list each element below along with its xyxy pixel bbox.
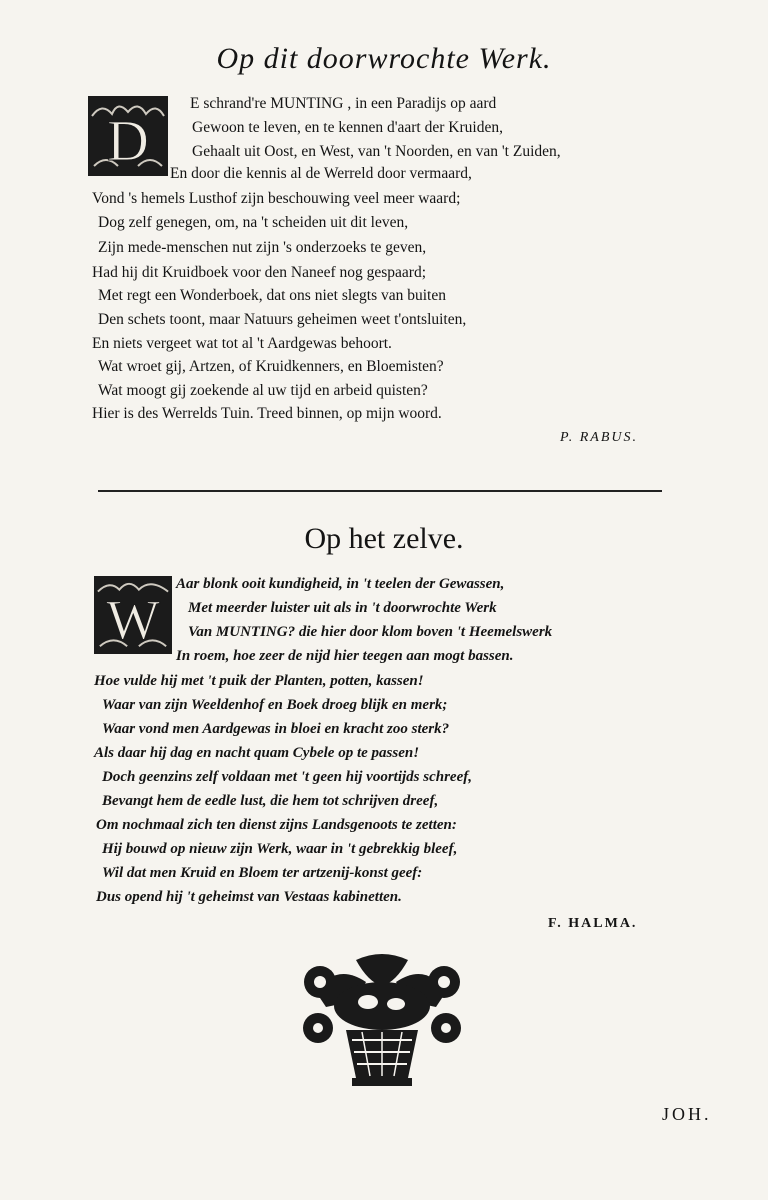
poem2-line: Waar van zijn Weeldenhof en Boek droeg blijk en merk; [102,697,448,713]
poem2-line: Hij bouwd op nieuw zijn Werk, waar in 't gebrekkig bleef, [102,841,458,857]
svg-text:D: D [107,108,149,173]
poem2-line: Dus opend hij 't geheimst van Vestaas kabinetten. [96,889,402,905]
poem1-line: Had hij dit Kruidboek voor den Naneef nog gespaard; [92,264,427,281]
section-divider [98,490,662,492]
poem1-line: Hier is des Werrelds Tuin. Treed binnen, op mijn woord. [92,405,442,422]
poem2-line: Waar vond men Aardgewas in bloei en kracht zoo sterk? [102,721,450,737]
poem2-line: Van MUNTING? die hier door klom boven 't Heemelswerk [188,624,553,640]
poem2-line: Aar blonk ooit kundigheid, in 't teelen der Gewassen, [176,576,505,592]
poem1-line: Wat wroet gij, Artzen, of Kruidkenners, en Bloemisten? [98,358,444,375]
poem2-signature: F. HALMA. [548,916,638,931]
poem1-line: Wat moogt gij zoekende al uw tijd en arbeid quisten? [98,382,428,399]
flower-basket-vignette-icon [296,952,468,1088]
poem1-signature: P. RABUS. [560,430,639,445]
poem2-line: In roem, hoe zeer de nijd hier teegen aan mogt bassen. [176,648,514,664]
poem1-line: Den schets toont, maar Natuurs geheimen weet t'ontsluiten, [98,311,467,328]
poem2-line: Met meerder luister uit als in 't doorwrochte Werk [188,600,497,616]
poem2-line: Wil dat men Kruid en Bloem ter artzenij-konst geef: [102,865,423,881]
poem1-line: Gewoon te leven, en te kennen d'aart der Kruiden, [192,119,503,136]
svg-text:W: W [106,589,160,652]
poem1-line: Vond 's hemels Lusthof zijn beschouwing veel meer waard; [92,190,461,207]
poem1-line: Zijn mede-menschen nut zijn 's onderzoeks te geven, [98,239,427,256]
decorated-initial-w [94,576,172,654]
poem2-line: Doch geenzins zelf voldaan met 't geen hij voortijds schreef, [102,769,472,785]
poem2-line: Om nochmaal zich ten dienst zijns Landsgenoots te zetten: [96,817,457,833]
poem2-line: Bevangt hem de eedle lust, die hem tot schrijven dreef, [102,793,439,809]
poem1-title: Op dit doorwrochte Werk. [216,42,552,75]
poem1-line: E schrand're MUNTING , in een Paradijs op aard [190,95,497,112]
poem2-title: Op het zelve. [304,522,464,555]
poem1-line: Gehaalt uit Oost, en West, van 't Noorden, en van 't Zuiden, [192,143,561,160]
poem1-line: Dog zelf genegen, om, na 't scheiden uit dit leven, [98,214,409,231]
poem2-line: Hoe vulde hij met 't puik der Planten, potten, kassen! [94,673,424,689]
catchword: JOH. [662,1104,712,1124]
poem1-line: En niets vergeet wat tot al 't Aardgewas behoort. [92,335,392,352]
decorated-initial-d [88,96,168,176]
poem1-line: Met regt een Wonderboek, dat ons niet slegts van buiten [98,287,446,304]
poem1-line: En door die kennis al de Werreld door vermaard, [170,165,472,182]
poem2-line: Als daar hij dag en nacht quam Cybele op te passen! [94,745,420,761]
